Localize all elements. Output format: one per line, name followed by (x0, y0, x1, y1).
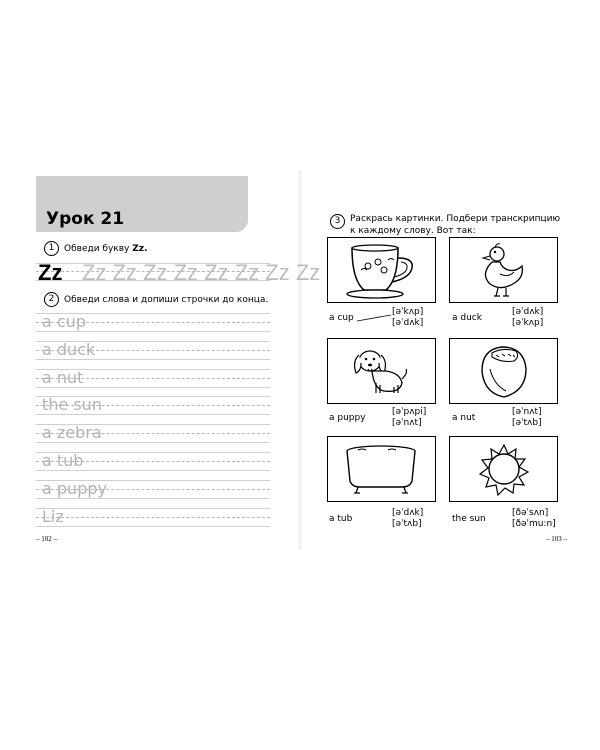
transcription-duck-2: [əˈkʌp] (512, 318, 544, 328)
nut-icon (450, 339, 557, 403)
trace-letters-zz: Zz Zz Zz Zz Zz Zz Zz Zz (82, 260, 321, 285)
transcription-puppy-2: [əˈnʌt] (392, 418, 422, 428)
row-base-line (36, 414, 270, 415)
trace-word: a tub (42, 451, 84, 470)
row-top-line (36, 508, 270, 509)
tub-icon (328, 437, 435, 501)
transcription-nut-1: [əˈnʌt] (512, 407, 542, 417)
picture-box-nut (449, 338, 558, 404)
word-a-tub: a tub (329, 514, 353, 524)
transcription-cup-1: [əˈkʌp] (392, 307, 424, 317)
sun-icon (450, 437, 557, 501)
duck-icon (450, 238, 557, 302)
picture-box-sun (449, 436, 558, 502)
task3-number: 3 (330, 214, 345, 229)
picture-box-duck (449, 237, 558, 303)
picture-box-tub (327, 436, 436, 502)
word-the-sun: the sun (452, 514, 486, 524)
trace-word: a cup (42, 312, 86, 331)
task1-letter: Zz. (132, 244, 148, 254)
transcription-cup-2: [əˈdʌk] (392, 318, 424, 328)
task2-instruction: Обведи слова и допиши строчки до конца. (64, 295, 269, 305)
row-base-line (36, 526, 270, 527)
trace-word: a duck (42, 339, 96, 359)
trace-word: the sun (42, 395, 102, 415)
word-a-duck: a duck (452, 313, 482, 323)
row-mid-line (36, 517, 270, 518)
trace-word: a zebra (42, 423, 102, 443)
transcription-tub-2: [əˈtʌb] (392, 519, 422, 529)
task1-instruction (64, 243, 147, 255)
trace-word: a puppy (42, 478, 107, 498)
row-base-line (36, 498, 270, 499)
task3-instruction-line1: Раскрась картинки. Подбери транскрипцию (350, 214, 561, 224)
word-a-nut: a nut (452, 413, 476, 423)
cup-icon (328, 238, 435, 302)
row-base-line (36, 442, 270, 443)
page-number-left: – 102 – (36, 535, 57, 543)
row-base-line (36, 331, 270, 332)
row-base-line (36, 359, 270, 360)
task1-number: 1 (44, 241, 59, 256)
transcription-puppy-1: [əˈpʌpi] (392, 407, 427, 417)
row-base-line (36, 387, 270, 388)
lesson-title: Урок 21 (46, 209, 125, 229)
task2-number: 2 (44, 292, 59, 307)
transcription-nut-2: [əˈtʌb] (512, 418, 542, 428)
transcription-sun-1: [ðəˈsʌn] (512, 508, 549, 518)
picture-box-cup (327, 237, 436, 303)
transcription-duck-1: [əˈdʌk] (512, 307, 544, 317)
page-number-right: – 103 – (546, 535, 567, 543)
transcription-sun-2: [ðəˈmu:n] (512, 519, 556, 529)
big-letter-zz: Zz (38, 260, 63, 285)
puppy-icon (328, 339, 435, 403)
task1-text: Обведи букву (64, 244, 133, 254)
trace-word: Liz (42, 506, 64, 526)
transcription-tub-1: [əˈdʌk] (392, 508, 424, 518)
task3-instruction-line2: к каждому слову. Вот так: (350, 226, 476, 236)
word-a-cup: a cup (329, 313, 354, 323)
word-a-puppy: a puppy (329, 413, 366, 423)
match-line (357, 313, 391, 323)
picture-box-puppy (327, 338, 436, 404)
row-base-line (36, 470, 270, 471)
page-gutter (298, 170, 302, 550)
trace-word: a nut (42, 367, 84, 387)
